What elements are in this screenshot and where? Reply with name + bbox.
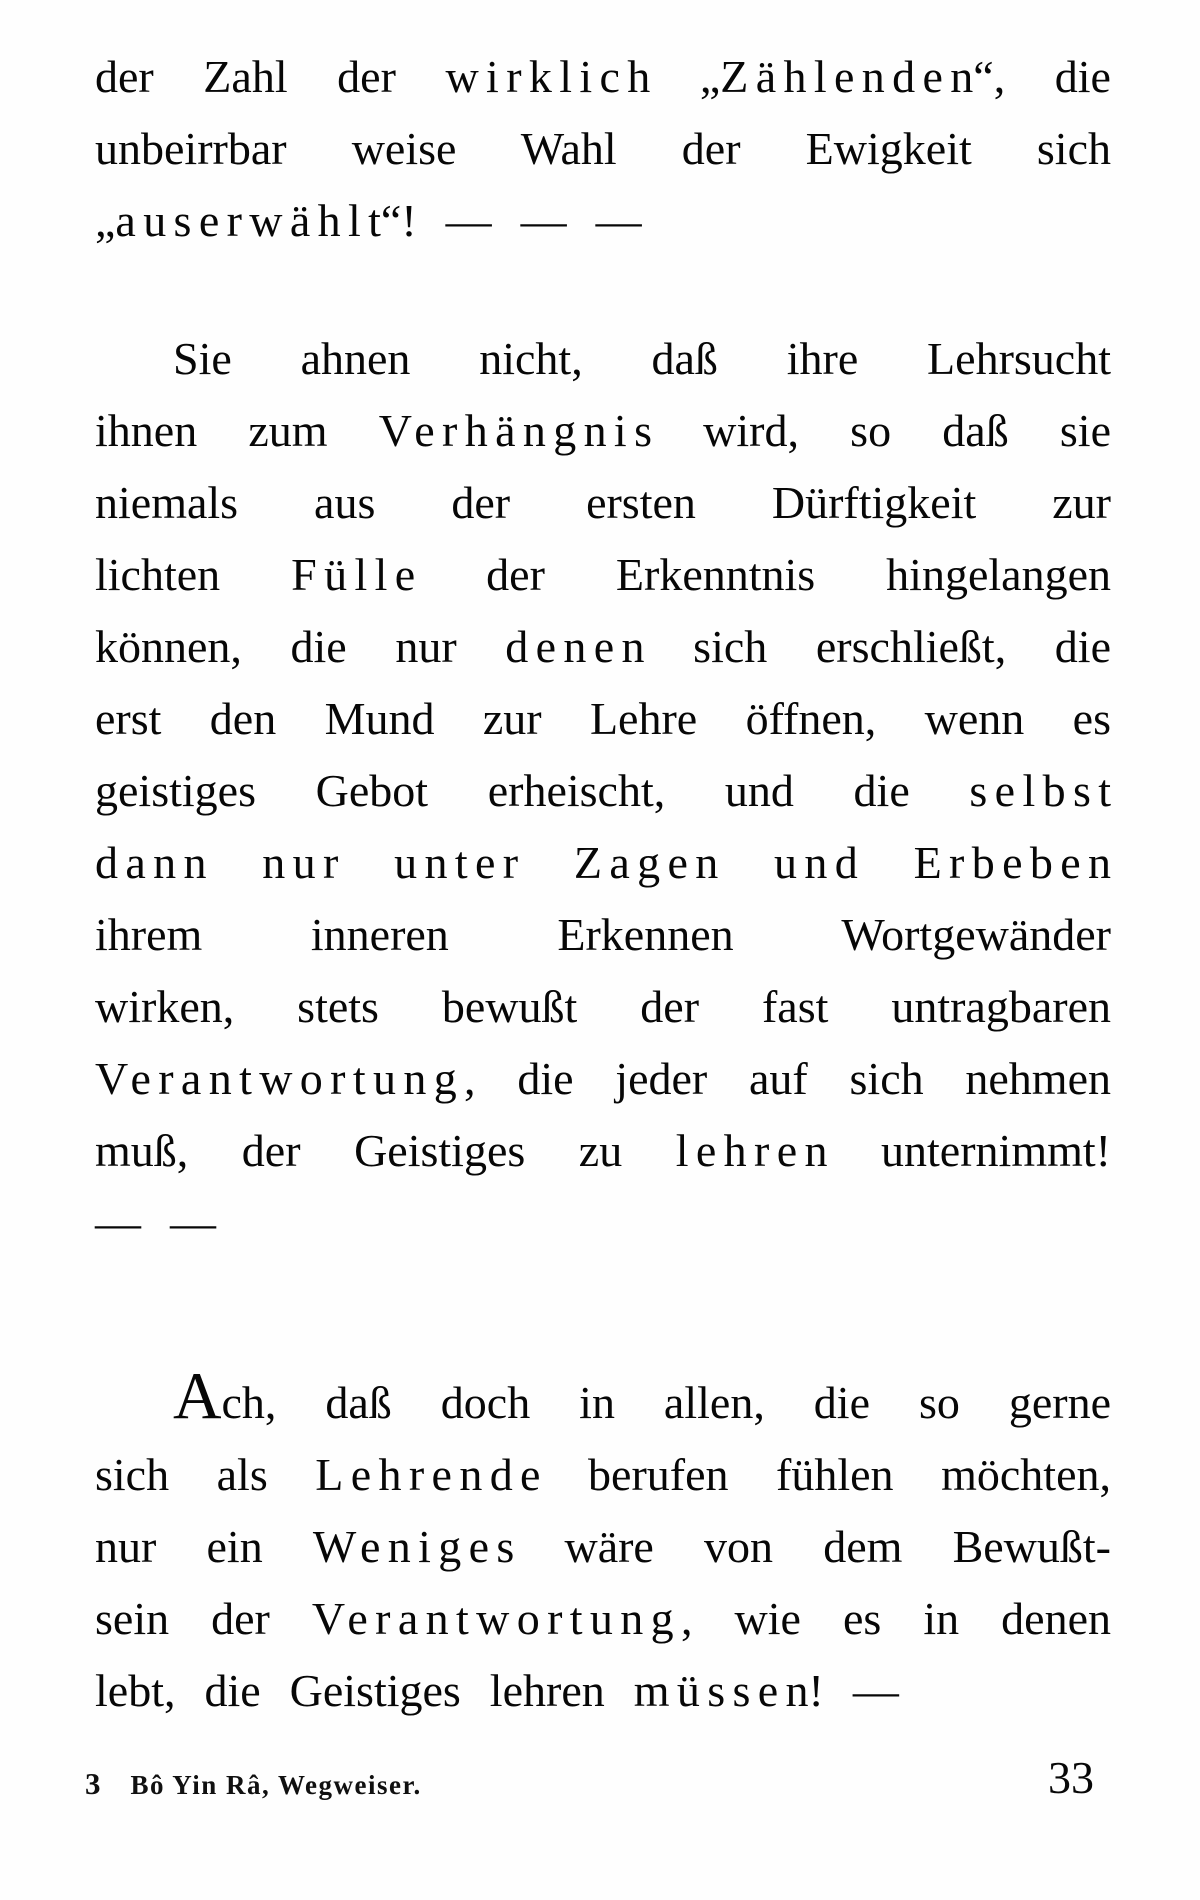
text-line <box>95 1043 1111 1115</box>
emphasized-text: Fülle <box>291 549 423 600</box>
text-segment: sich als <box>95 1449 316 1500</box>
footer <box>85 1766 422 1802</box>
text-segment: der Erkenntnis hingelangen <box>415 549 1111 600</box>
text-line <box>95 113 1111 185</box>
emphasized-text: Lehrende <box>315 1449 548 1500</box>
text-segment: ! — <box>808 1665 899 1716</box>
text-segment: ihrem inneren Erkennen Wortgewänder <box>95 909 1111 960</box>
text-segment: “, die <box>973 51 1111 102</box>
text-line <box>95 1115 1111 1187</box>
text-line <box>95 827 1119 899</box>
text-line <box>95 1583 1111 1655</box>
text-segment: nur ein <box>95 1521 313 1572</box>
text-segment: lichten <box>95 549 292 600</box>
paragraph-3 <box>95 1358 1111 1727</box>
text-line <box>95 395 1111 467</box>
emphasized-text: müssen <box>633 1665 816 1716</box>
text-segment: sein der <box>95 1593 312 1644</box>
text-line <box>95 1358 1111 1439</box>
text-segment: muß, der Geistiges zu <box>95 1125 676 1176</box>
emphasized-text: auserwählt <box>115 195 389 246</box>
text-segment: niemals aus der ersten Dürftigkeit zur <box>95 477 1111 528</box>
text-line <box>95 899 1111 971</box>
text-segment: berufen fühlen möchten, <box>540 1449 1111 1500</box>
emphasized-text: Verhängnis <box>378 405 660 456</box>
text-line <box>95 1439 1111 1511</box>
paragraph-1 <box>95 41 1111 257</box>
emphasized-text: Weniges <box>312 1521 522 1572</box>
text-line <box>95 611 1111 683</box>
text-line <box>95 467 1111 539</box>
book-title: Bô Yin Râ, Wegweiser. <box>130 1770 422 1800</box>
text-segment: „ <box>650 51 721 102</box>
emphasized-text: wirklich <box>445 51 658 102</box>
text-segment: — — <box>95 1197 216 1248</box>
text-line <box>95 185 1111 257</box>
text-line <box>95 1187 1111 1259</box>
text-line <box>95 1655 1111 1727</box>
emphasized-text: Verantwortung, <box>311 1593 700 1644</box>
text-line <box>95 1511 1111 1583</box>
page-number: 33 <box>1048 1752 1094 1803</box>
initial-letter: A <box>173 1358 222 1433</box>
text-line <box>95 323 1111 395</box>
text-segment: ihnen zum <box>95 405 379 456</box>
text-segment: der Zahl der <box>95 51 446 102</box>
emphasized-text: denen <box>505 621 652 672</box>
text-line <box>95 683 1111 755</box>
text-segment: erst den Mund zur Lehre öffnen, wenn es <box>95 693 1111 744</box>
text-segment: sich erschließt, die <box>644 621 1112 672</box>
emphasized-text: lehren <box>675 1125 835 1176</box>
emphasized-text: Verantwortung, <box>95 1053 483 1104</box>
text-segment: unternimmt! <box>827 1125 1111 1176</box>
text-segment: “! — — — <box>380 195 642 246</box>
text-segment: ch, daß doch in allen, die so gerne <box>221 1377 1111 1428</box>
text-segment: „ <box>95 195 116 246</box>
signature-number: 3 <box>85 1766 101 1801</box>
text-segment: Sie ahnen nicht, daß ihre Lehrsucht <box>173 333 1111 384</box>
text-line <box>95 971 1111 1043</box>
emphasized-text: Zählenden <box>720 51 981 102</box>
text-segment: wird, so daß sie <box>651 405 1111 456</box>
text-segment: unbeirrbar weise Wahl der Ewigkeit sich <box>95 123 1111 174</box>
emphasized-text: dann nur unter Zagen und Erbeben <box>95 837 1119 888</box>
text-line <box>95 755 1119 827</box>
text-line <box>95 41 1111 113</box>
text-segment: geistiges Gebot erheischt, und die <box>95 765 970 816</box>
paragraph-2 <box>95 323 1119 1259</box>
text-line <box>95 539 1111 611</box>
text-segment: können, die nur <box>95 621 506 672</box>
emphasized-text: selbst <box>969 765 1119 816</box>
text-segment: wirken, stets bewußt der fast untragbaren <box>95 981 1111 1032</box>
text-segment: wie es in denen <box>692 1593 1111 1644</box>
text-segment: lebt, die Geistiges lehren <box>95 1665 634 1716</box>
text-segment: die jeder auf sich nehmen <box>475 1053 1111 1104</box>
text-segment: wäre von dem Bewußt- <box>514 1521 1111 1572</box>
